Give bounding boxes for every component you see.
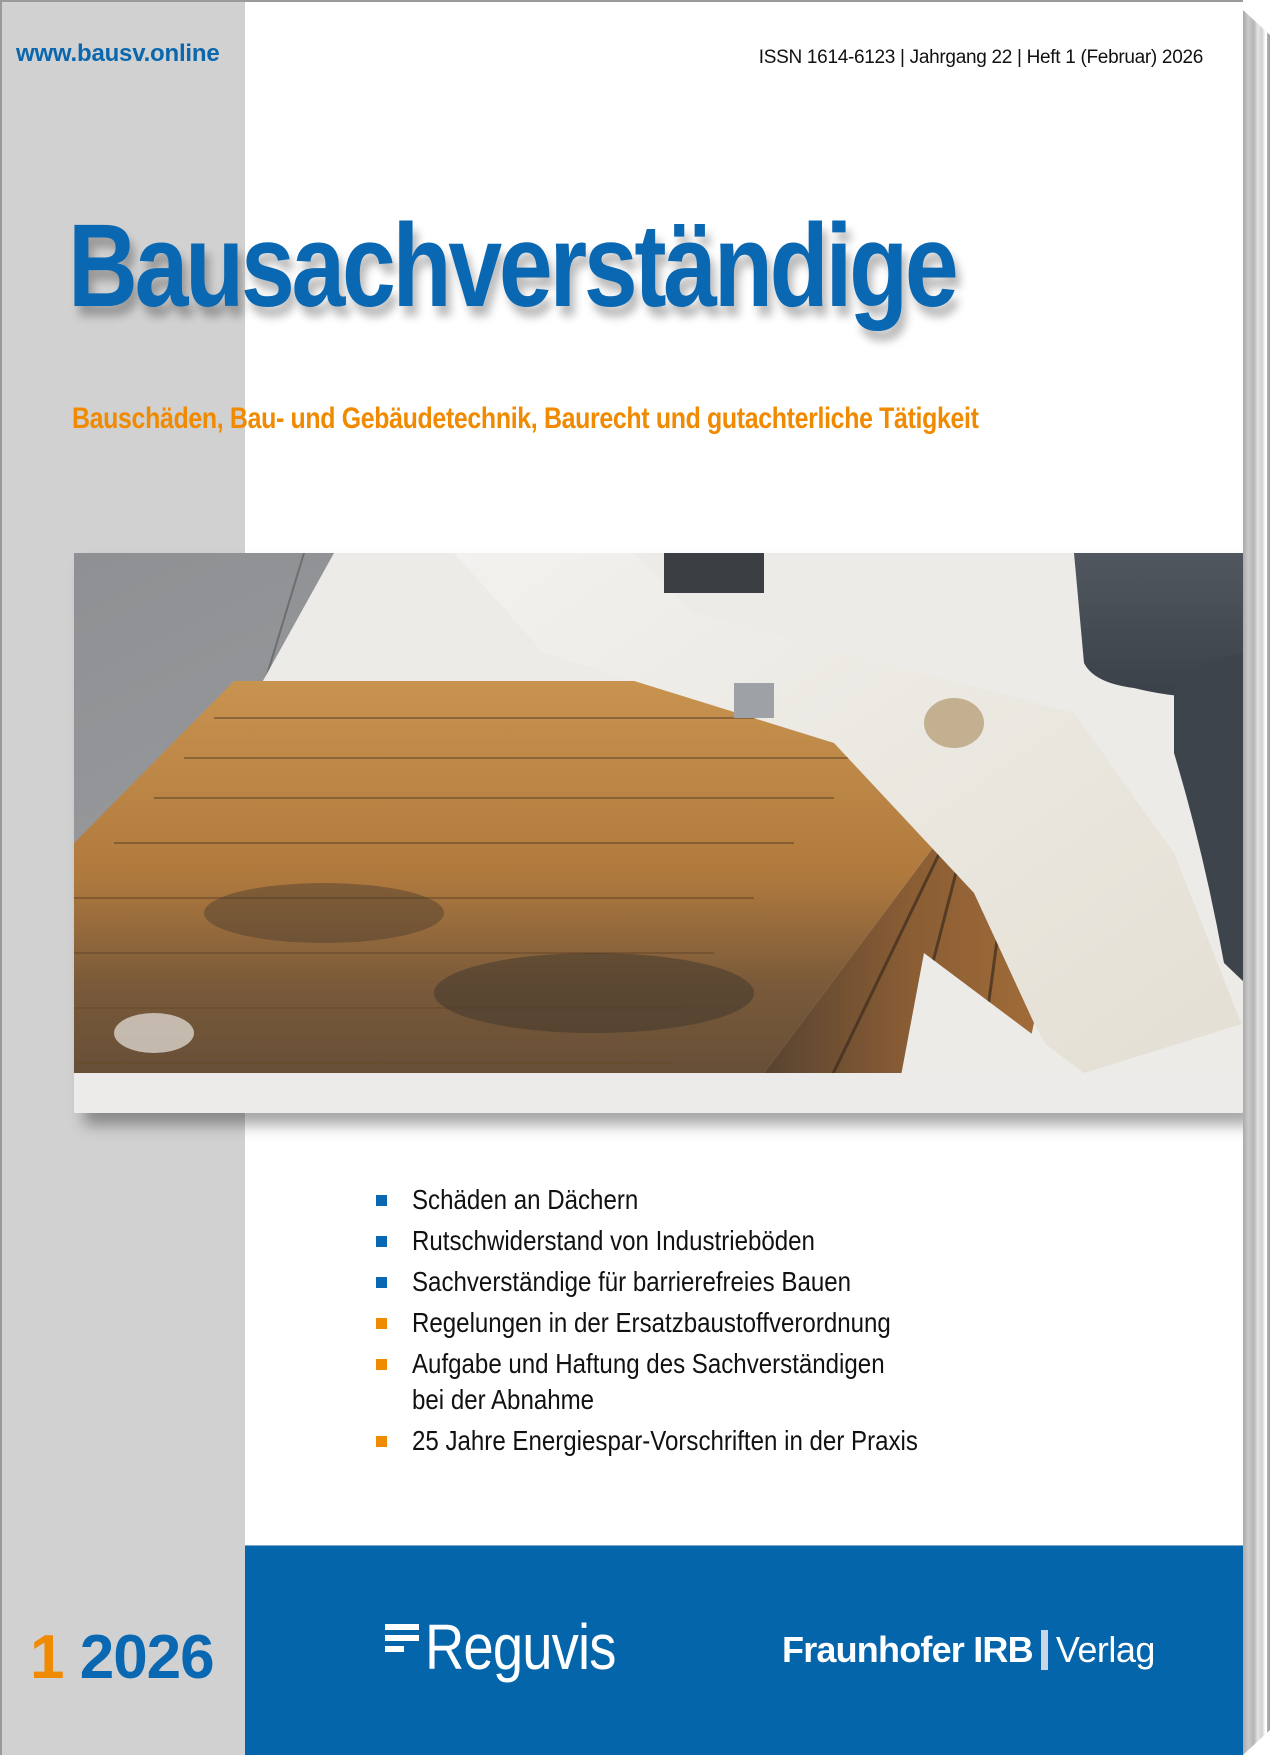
topic-item[interactable]: Rutschwiderstand von Industrieböden: [372, 1223, 1000, 1259]
publisher-suffix: Verlag: [1055, 1629, 1155, 1670]
topic-item[interactable]: 25 Jahre Energiespar-Vorschriften in der Praxis: [372, 1423, 1000, 1459]
cover-photo: [74, 553, 1243, 1113]
reguvis-lines-icon: [385, 1624, 419, 1658]
topic-item[interactable]: Schäden an Dächern: [372, 1182, 1000, 1218]
topic-item[interactable]: Aufgabe und Haftung des Sachverständigen bei der Abnahme: [372, 1346, 1000, 1418]
square-bullet-icon: [376, 1277, 387, 1288]
issn-line: ISSN 1614-6123 | Jahrgang 22 | Heft 1 (Februar) 2026: [758, 47, 1203, 68]
square-bullet-icon: [376, 1195, 387, 1206]
logo-divider: [1041, 1630, 1048, 1670]
topic-item[interactable]: Regelungen in der Ersatzbaustoffverordnung: [372, 1305, 1000, 1341]
topic-item[interactable]: Sachverständige für barrierefreies Bauen: [372, 1264, 1000, 1300]
square-bullet-icon: [376, 1436, 387, 1447]
website-url[interactable]: www.bausv.online: [16, 40, 220, 67]
issue-number: [30, 1622, 214, 1693]
reguvis-wordmark: Reguvis: [425, 1611, 616, 1683]
issue-year: 2026: [79, 1623, 214, 1692]
reguvis-logo: [385, 1607, 649, 1687]
book-spine-edge: [1243, 10, 1270, 1755]
square-bullet-icon: [376, 1236, 387, 1247]
magazine-subtitle: Bauschäden, Bau- und Gebäudetechnik, Baurecht und gutachterliche Tätigkeit: [72, 402, 979, 435]
square-bullet-icon: [376, 1359, 387, 1370]
publisher-name: Fraunhofer IRB: [782, 1629, 1033, 1670]
issue-number-value: 1: [30, 1623, 64, 1692]
magazine-title: Bausachverständige: [68, 200, 956, 332]
topic-list: [372, 1182, 1000, 1464]
fraunhofer-irb-logo: [782, 1629, 1155, 1671]
square-bullet-icon: [376, 1318, 387, 1329]
